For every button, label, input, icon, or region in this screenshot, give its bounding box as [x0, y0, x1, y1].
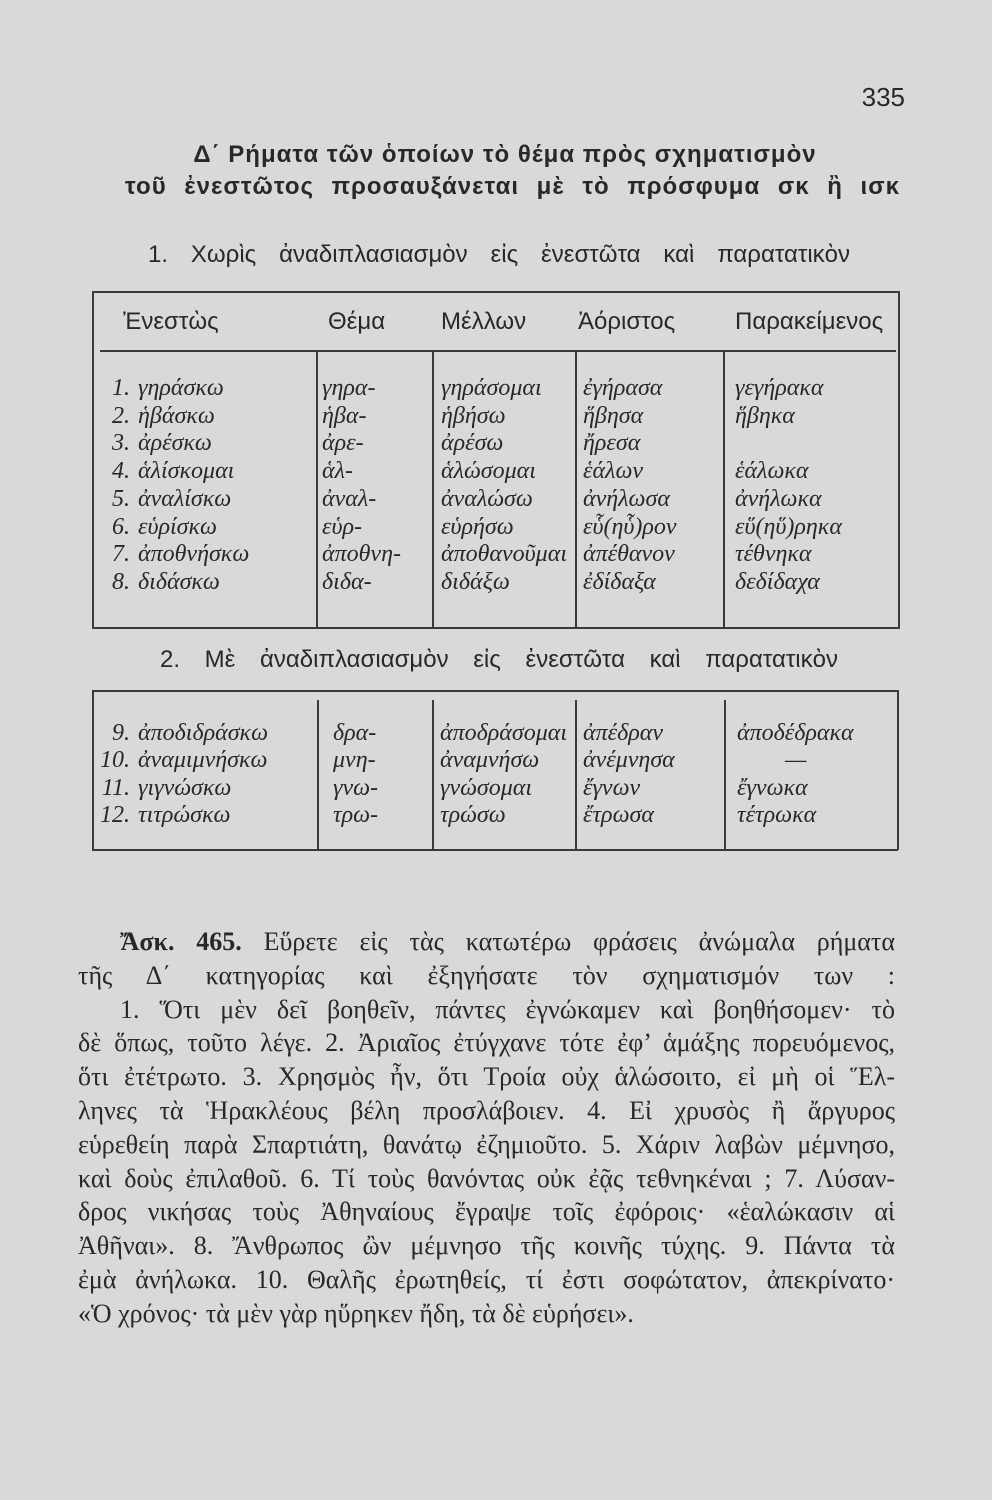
table-row	[0, 429, 900, 457]
cell-aorist: εὗ(ηὗ)ρον	[583, 513, 677, 540]
exercise-line: «Ὁ χρόνος· τὰ μὲν γὰρ ηὕρηκεν ἤδη, τὰ δὲ εὑρήσει».	[78, 1298, 634, 1328]
cell-present: ἀρέσκω	[138, 430, 212, 457]
cell-future: ἀναλώσω	[441, 485, 533, 512]
cell-aorist: ἀνήλωσα	[583, 485, 670, 512]
subsection-heading-2: 2. Μὲ ἀναδιπλασιασμὸν εἰς ἐνεστῶτα καὶ παρατατικὸν	[160, 646, 838, 673]
cell-future: γνώσομαι	[440, 774, 533, 801]
subsection-heading-1: 1. Χωρὶς ἀναδιπλασιασμὸν εἰς ἐνεστῶτα καὶ παρατατικὸν	[148, 241, 850, 268]
table-row	[0, 374, 900, 402]
cell-aorist: ἤρεσα	[583, 430, 641, 457]
exercise-line: ἐμὰ ἀνήλωκα. 10. Θαλῆς ἐρωτηθείς, τί ἐστι σοφώτατον, ἀπεκρίνατο·	[78, 1264, 895, 1294]
table-row	[0, 774, 900, 802]
cell-num: 4.	[112, 458, 130, 485]
table-1-top-rule	[92, 291, 900, 293]
cell-num: 5.	[112, 485, 130, 512]
table-row	[0, 746, 900, 774]
table-1-bottom-rule	[92, 627, 900, 629]
cell-aorist: ἐγήρασα	[583, 375, 663, 401]
exercise-line: δὲ ὅπως, τοῦτο λέγε. 2. Ἀριαῖος ἐτύγχανε τότε ἐφ’ ἁμάξης πορευόμενος,	[78, 1028, 895, 1058]
exercise-line: Ἀθῆναι». 8. Ἄνθρωπος ὢν μέμνησο τῆς κοινῆς τύχης. 9. Πάντα τὰ	[78, 1231, 895, 1261]
exercise-line: ληνες τὰ Ἡρακλέους βέλη προσλάβοιεν. 4. Εἰ χρυσὸς ἢ ἄργυρος	[78, 1095, 895, 1125]
cell-stem: εὑρ-	[322, 513, 362, 540]
cell-stem: διδα-	[322, 568, 372, 595]
table-row	[0, 457, 900, 485]
cell-stem: ἀρε-	[322, 430, 364, 457]
cell-aorist: ἀνέμνησα	[583, 747, 675, 774]
cell-future: γηράσομαι	[441, 375, 542, 401]
cell-num: 10.	[100, 747, 130, 774]
column-header-present: Ἐνεστὼς	[123, 308, 219, 335]
cell-stem: γηρα-	[322, 375, 376, 401]
exercise-line: ὅτι ἐτέτρωτο. 3. Χρησμὸς ἦν, ὅτι Τροία οὐχ ἁλώσοιτο, εἰ μὴ οἱ Ἕλ-	[78, 1062, 895, 1092]
cell-perfect: ἀνήλωκα	[735, 485, 822, 512]
cell-num: 1.	[112, 375, 130, 401]
cell-present: τιτρώσκω	[138, 801, 231, 828]
cell-present: γιγνώσκω	[138, 774, 232, 801]
exercise-line: τῆς Δ΄ κατηγορίας καὶ ἐξηγήσατε τὸν σχηματισμόν των :	[78, 960, 895, 990]
cell-num: 3.	[112, 430, 130, 457]
cell-aorist: ἔτρωσα	[583, 801, 654, 828]
exercise-line: εὑρεθείη παρὰ Σπαρτιάτη, θανάτῳ ἐζημιοῦτο. 5. Χάριν λαβὼν μέμνησο,	[78, 1129, 895, 1159]
table-row	[0, 485, 900, 513]
cell-perfect: —	[785, 747, 807, 774]
cell-present: ἀποδιδράσκω	[138, 720, 269, 746]
table-row	[0, 540, 900, 568]
cell-stem: ἀποθνη-	[322, 541, 401, 568]
exercise-line: καὶ δοὺς ἐπιλαθοῦ. 6. Τί τοὺς θανόντας οὐκ ἐᾷς τεθνηκέναι ; 7. Λύσαν-	[78, 1163, 895, 1193]
exercise-line	[78, 925, 895, 959]
cell-present: ἀποθνήσκω	[138, 541, 250, 568]
page-number: 335	[861, 82, 905, 112]
cell-perfect: ἀποδέδρακα	[737, 720, 854, 746]
cell-perfect: ἥβηκα	[735, 402, 795, 429]
section-title-line-2: τοῦ ἐνεστῶτος προσαυξάνεται μὲ τὸ πρόσφυμα σκ ἢ ισκ	[125, 173, 900, 200]
exercise-line: δρος νικήσας τοὺς Ἀθηναίους ἔγραψε τοῖς ἐφόροις· «ἑαλώκασιν αἱ	[78, 1197, 895, 1227]
column-header-stem: Θέμα	[328, 308, 386, 335]
exercise-line: 1. Ὅτι μὲν δεῖ βοηθεῖν, πάντες ἐγνώκαμεν καὶ βοηθήσομεν· τὸ	[120, 994, 895, 1024]
table-row	[0, 513, 900, 541]
cell-future: ἀρέσω	[441, 430, 504, 457]
cell-aorist: ἑάλων	[583, 458, 644, 485]
cell-future: τρώσω	[440, 801, 506, 828]
cell-present: ἀναλίσκω	[138, 485, 232, 512]
cell-stem: δρα-	[333, 720, 377, 746]
cell-perfect: εὕ(ηὕ)ρηκα	[735, 513, 842, 540]
cell-future: ἀποδράσομαι	[440, 720, 568, 746]
table-row	[0, 402, 900, 430]
column-header-future: Μέλλων	[441, 308, 527, 335]
cell-stem: ἡβα-	[322, 402, 367, 429]
section-title-line-1: Δ΄ Ρήματα τῶν ὁποίων τὸ θέμα πρὸς σχηματισμὸν	[193, 141, 817, 168]
exercise-block	[78, 925, 895, 1331]
table-2-top-rule	[92, 690, 898, 692]
cell-perfect: ἑάλωκα	[735, 458, 809, 485]
column-header-perfect: Παρακείμενος	[735, 308, 884, 335]
table-row	[0, 719, 900, 747]
cell-present: ἀναμιμνήσκω	[138, 747, 268, 774]
exercise-label: Ἄσκ. 465.	[120, 927, 242, 956]
cell-num: 11.	[101, 774, 130, 801]
cell-present: εὑρίσκω	[138, 513, 217, 540]
cell-future: διδάξω	[441, 568, 510, 595]
cell-stem: ἁλ-	[322, 458, 353, 485]
cell-present: γηράσκω	[138, 375, 224, 401]
table-row	[0, 801, 900, 829]
cell-future: ἀποθανοῦμαι	[441, 541, 567, 568]
cell-present: ἡβάσκω	[138, 402, 215, 429]
cell-future: ἁλώσομαι	[441, 458, 536, 485]
column-header-aorist: Ἀόριστος	[578, 308, 676, 335]
table-row	[0, 568, 900, 596]
cell-future: εὑρήσω	[441, 513, 514, 540]
table-2-bottom-rule	[92, 849, 898, 851]
cell-perfect: ἔγνωκα	[737, 774, 808, 801]
exercise-instruction: Εὕρετε εἰς τὰς κατωτέρω φράσεις ἀνώμαλα ρήματα	[263, 927, 895, 956]
cell-perfect: τέτρωκα	[737, 801, 817, 828]
cell-aorist: ἀπέθανον	[583, 541, 675, 568]
cell-aorist: ἐδίδαξα	[583, 568, 656, 595]
cell-present: διδάσκω	[138, 568, 220, 595]
cell-aorist: ἔγνων	[583, 774, 641, 801]
cell-num: 6.	[112, 513, 130, 540]
cell-stem: τρω-	[333, 801, 379, 828]
cell-num: 2.	[112, 402, 130, 429]
cell-perfect: δεδίδαχα	[735, 568, 820, 595]
table-1-header-rule	[100, 350, 896, 352]
cell-perfect: τέθνηκα	[735, 541, 812, 568]
cell-num: 9.	[112, 720, 130, 746]
cell-future: ἀναμνήσω	[440, 747, 540, 774]
cell-num: 8.	[112, 568, 130, 595]
cell-aorist: ἥβησα	[583, 402, 644, 429]
cell-num: 12.	[100, 801, 130, 828]
cell-stem: μνη-	[333, 747, 376, 774]
cell-num: 7.	[112, 541, 130, 568]
cell-stem: γνω-	[333, 774, 379, 801]
cell-present: ἁλίσκομαι	[138, 458, 235, 485]
cell-perfect: γεγήρακα	[735, 375, 824, 401]
cell-future: ἡβήσω	[441, 402, 506, 429]
cell-stem: ἀναλ-	[322, 485, 377, 512]
cell-aorist: ἀπέδραν	[583, 720, 664, 746]
